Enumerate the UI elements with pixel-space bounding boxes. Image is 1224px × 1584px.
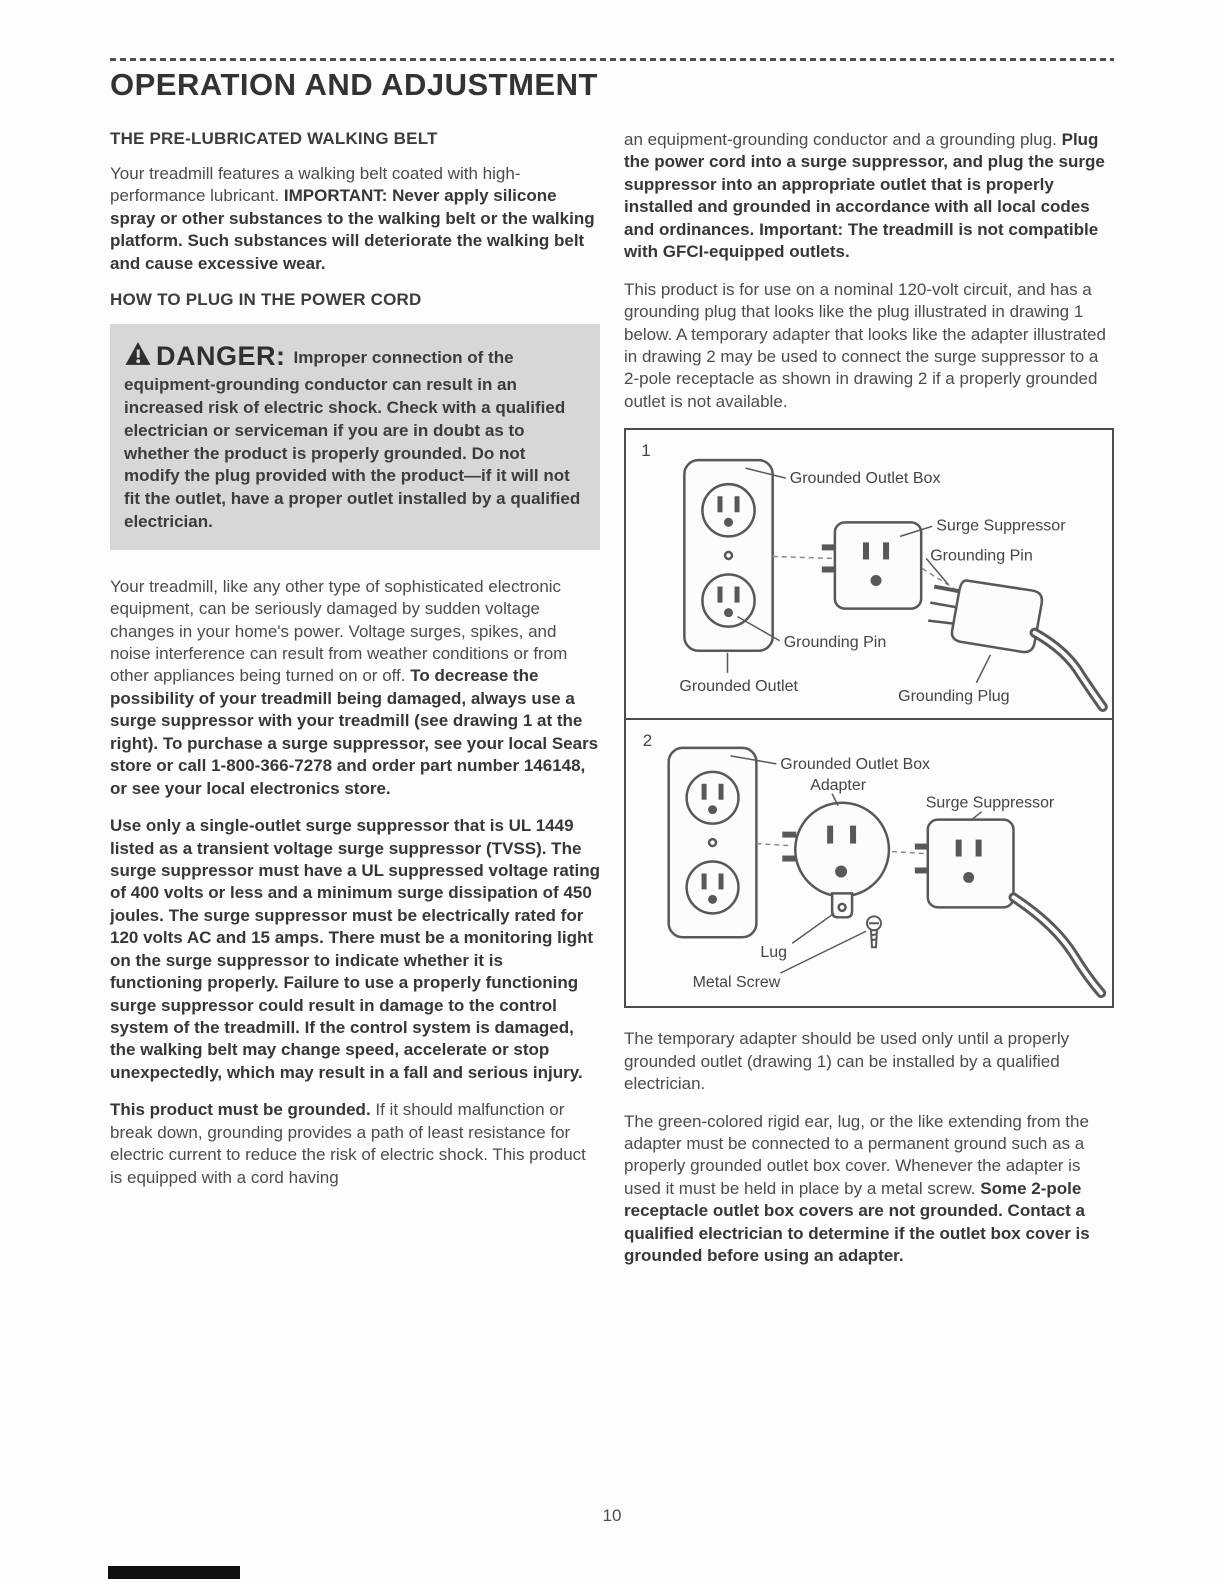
scan-registration-mark <box>108 1566 240 1579</box>
label-grounding-pin-top: Grounding Pin <box>930 546 1033 565</box>
danger-text: Improper connection of the equipment-grounding conductor can result in an increased risk of electric shock. Check with a qualified electrician or serviceman if you are in doubt as to whether the product is properly grounded. Do not modify the plug provided with the product—if it will not fit the outlet, have a proper outlet installed by a qualified electrician. <box>124 348 581 531</box>
warning-triangle-icon <box>124 341 152 373</box>
page-title: OPERATION AND ADJUSTMENT <box>110 67 598 102</box>
adapter-art <box>782 803 889 918</box>
text-run-bold: Some 2-pole receptacle outlet box covers are not grounded. Contact a qualified electrician to determine if the outlet box cover is grounded before using an adapter. <box>624 1178 1090 1266</box>
text-run-bold: IMPORTANT: Never apply silicone spray or other substances to the walking belt or the walking platform. Such substances will deteriorate the walking belt and cause excessive wear. <box>110 186 595 273</box>
two-column-layout <box>110 129 1114 1283</box>
section-heading-walking-belt: THE PRE-LUBRICATED WALKING BELT <box>110 129 438 148</box>
danger-label: DANGER: <box>156 341 286 372</box>
section-heading-power-cord: HOW TO PLUG IN THE POWER CORD <box>110 290 422 310</box>
paragraph-surge-advice <box>110 576 600 800</box>
grounded-outlet-box-art <box>669 748 757 937</box>
text-run-bold: Plug the power cord into a surge suppressor, and plug the surge suppressor into an appropriate outlet that is properly installed and grounded in accordance with all local codes and ordinances. Important: The treadmill is not compatible with GFCI-equipped outlets. <box>624 130 1105 262</box>
grounding-figure <box>624 428 1114 1008</box>
paragraph-circuit-info: This product is for use on a nominal 120-volt circuit, and has a grounding plug that looks like the plug illustrated in drawing 1 below. A temporary adapter that looks like the adapter illustrated in drawing 2 may be used to connect the surge suppressor to a 2-pole receptacle as shown in drawing 2 if a properly grounded outlet is not available. <box>624 279 1106 411</box>
paragraph-temporary-adapter: The temporary adapter should be used only until a properly grounded outlet (drawing 1) can be installed by a qualified electrician. <box>624 1029 1070 1094</box>
danger-warning-box <box>110 324 600 550</box>
paragraph-walking-belt <box>110 163 600 275</box>
page-number: 10 <box>602 1506 622 1525</box>
right-column <box>624 129 1114 1283</box>
surge-suppressor-art <box>915 820 1101 993</box>
label-grounded-outlet-box: Grounded Outlet Box <box>789 469 941 488</box>
drawing-2 <box>626 720 1112 1006</box>
title-rule <box>110 58 1114 61</box>
figure-panel-2 <box>626 718 1112 1006</box>
label-surge-suppressor: Surge Suppressor <box>936 516 1066 535</box>
figure-panel-1 <box>626 430 1112 718</box>
surge-suppressor-art <box>822 523 921 609</box>
label-grounding-pin-bottom: Grounding Pin <box>783 633 887 652</box>
text-run: The green-colored rigid ear, lug, or the like extending from the adapter must be connected to a permanent ground such as a properly grounded outlet box cover. Whenever the adapter is used it must be held in place by a metal screw. <box>624 1111 1089 1198</box>
paragraph-green-lug <box>624 1111 1114 1268</box>
label-grounded-outlet-box: Grounded Outlet Box <box>780 756 931 774</box>
drawing-1 <box>626 430 1112 718</box>
text-run: Your treadmill, like any other type of sophisticated electronic equipment, can be seriously damaged by sudden voltage changes in your home's power. Voltage surges, spikes, and noise interference can result from weather conditions or from other appliances being turned on or off. <box>110 576 568 686</box>
grounded-outlet-box-art <box>684 460 772 651</box>
text-run-bold: To decrease the possibility of your treadmill being damaged, always use a surge suppressor with your treadmill (see drawing 1 at the right). To purchase a surge suppressor, see your local Sears store or call 1-800-366-7278 and order part number 146148, or see your local electronics store. <box>110 666 599 798</box>
text-run: an equipment-grounding conductor and a grounding plug. <box>624 130 1062 149</box>
label-grounded-outlet: Grounded Outlet <box>679 677 798 696</box>
label-grounding-plug: Grounding Plug <box>898 687 1010 706</box>
drawing-1-number: 1 <box>641 441 651 461</box>
label-adapter: Adapter <box>810 777 867 795</box>
label-lug: Lug <box>760 944 787 962</box>
left-column <box>110 129 600 1283</box>
text-run: Your treadmill features a walking belt coated with high-performance lubricant. <box>110 164 521 206</box>
paragraph-grounding <box>110 1099 600 1189</box>
metal-screw-art <box>867 917 881 948</box>
paragraph-suppressor-specs: Use only a single-outlet surge suppressor that is UL 1449 listed as a transient voltage surge suppressor (TVSS). The surge suppressor must have a UL suppressed voltage rating of 400 volts or less and a minimum surge dissipation of 450 joules. The surge suppressor must be electrically rated for 120 volts AC and 15 amps. There must be a monitoring light on the surge suppressor to indicate whether it is functioning properly. Failure to use a properly functioning surge suppressor could result in damage to the control system of the treadmill. If the control system is damaged, the walking belt may change speed, accelerate or stop unexpectedly, which may result in a fall and serious injury. <box>110 816 601 1082</box>
paragraph-plug-instructions <box>624 129 1114 264</box>
label-surge-suppressor: Surge Suppressor <box>925 794 1055 812</box>
label-metal-screw: Metal Screw <box>692 974 781 992</box>
drawing-2-number: 2 <box>642 731 653 751</box>
text-run-bold: This product must be grounded. <box>110 1100 376 1120</box>
text-run: If it should malfunction or break down, grounding provides a path of least resistance for electric current to reduce the risk of electric shock. This product is equipped with a cord having <box>110 1100 586 1187</box>
